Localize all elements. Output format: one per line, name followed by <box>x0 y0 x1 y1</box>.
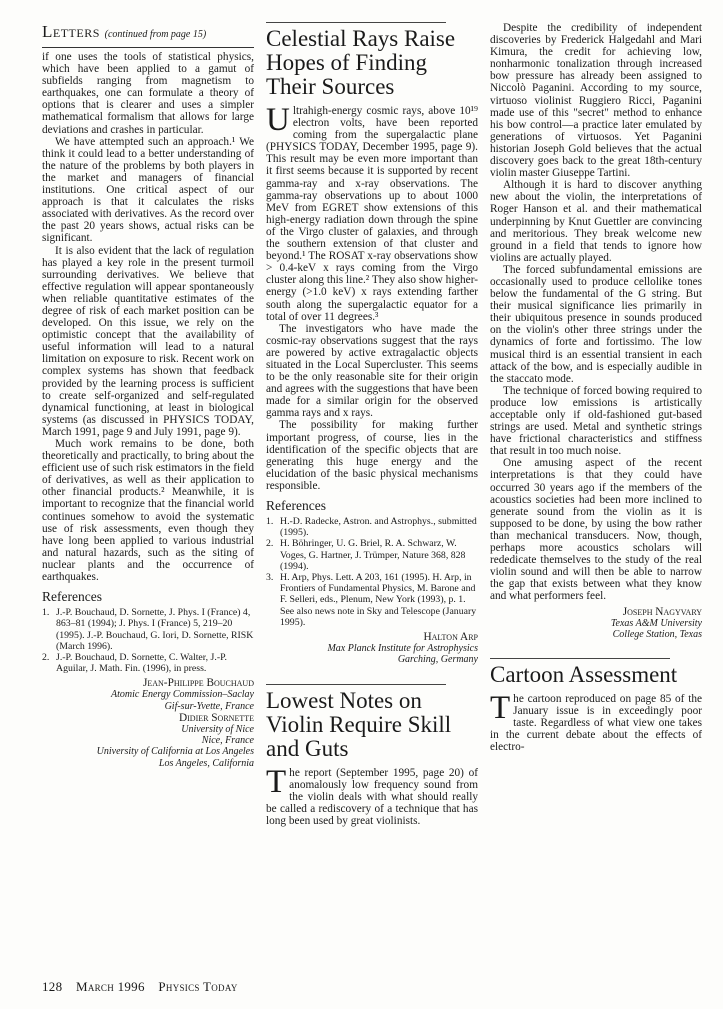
column-middle <box>266 22 478 827</box>
section-rule <box>266 684 446 685</box>
author-name: Didier Sornette <box>178 711 254 724</box>
signature <box>266 631 478 666</box>
author-name: Jean-Philippe Bouchaud <box>142 677 254 690</box>
author-affiliation: Nice, France <box>201 735 254 747</box>
violin-body <box>490 22 702 603</box>
paragraph: We have attempted such an approach.¹ We think it could lead to a better understanding of the nature of the problems by both players in the market and managers of financial institutions. One critical aspect of our approach is that it calculates the risks associated with derivatives. As the record over the past 20 years shows, actual risks can be significant. <box>42 135 254 245</box>
references-heading: References <box>42 589 102 605</box>
references-heading: References <box>266 498 326 513</box>
paragraph: Although it is hard to discover anything new about the violin, the interpretations of Roger Hanson et al. and their mathematical underpinning by Knut Guettler are convincing and meritorious. They break welcome new ground in a field that tends to ignore how violins are actually played. <box>490 179 702 264</box>
signature <box>42 677 254 768</box>
reference-text: J.-P. Bouchaud, D. Sornette, J. Phys. I (France) 4, 863–81 (1994); J. Phys. I (France) 5, 219–20 (1995). J.-P. Bouchaud, G. Iori, D. Sornette, RISK (March 1996). <box>56 607 254 652</box>
reference-item <box>42 652 254 674</box>
section-heading <box>42 22 254 45</box>
cartoon-body <box>490 690 702 754</box>
article-title: Lowest Notes on Violin Require Skill and Guts <box>266 687 452 761</box>
reference-text: H.-D. Radecke, Astron. and Astrophys., submitted (1995). <box>280 516 477 539</box>
author-affiliation: University of California at Los Angeles <box>96 746 254 758</box>
paragraph: he cartoon reproduced on page 85 of the January issue is in exceedingly poor taste. Regardless of what view one takes in the current debate about the effects of electro- <box>490 693 702 754</box>
author-affiliation: Atomic Energy Commission–Saclay <box>111 689 254 701</box>
author-name: Halton Arp <box>423 631 478 644</box>
author-affiliation: Garching, Germany <box>397 654 478 666</box>
reference-text: H. Arp, Phys. Lett. A 203, 161 (1995). H. Arp, in Frontiers of Fundamental Physics, M. Barone and F. Selleri, eds., Plenum, New York (1993), p. 1. See also news note in Sky and Telescope (January 1995). <box>280 572 477 628</box>
column-right <box>490 22 702 753</box>
section-rule <box>490 658 670 659</box>
heading-rule <box>42 47 254 48</box>
references-list <box>42 607 254 674</box>
column-letters <box>42 22 254 769</box>
article-title: Celestial Rays Raise Hopes of Finding Their Sources <box>266 26 456 99</box>
drop-cap: T <box>266 763 287 800</box>
paragraph: It is also evident that the lack of regulation has played a key role in the present turmoil surrounding derivatives. We believe that effective regulation will appear spontaneously when reliable quantitative estimates of the degree of risk of each market position can be developed. On this issue, we rely on the optimistic concept that the availability of useful information will lead to a natural limitation on exposure to risk. Recent work on complex systems has shown that feedback provided by the learning process is sufficient to create self-organized and self-regulated dynamical functioning, at least in biological systems (as discussed in PHYSICS TODAY, March 1991, page 9 and July 1991, page 9). <box>42 244 254 438</box>
author-affiliation: Gif-sur-Yvette, France <box>164 700 254 712</box>
paragraph: Much work remains to be done, both theoretically and practically, to bring about the efficient use of such risk estimators in the field of derivatives, as well as their application to other financial products.² Meanwhile, it is important to recognize that the financial world continues somehow to avoid the systematic use of risk assessments, even though they have long been applied to various industrial and natural hazards, such as the siting of nuclear plants and the occurrence of earthquakes. <box>42 438 254 584</box>
reference-text: H. Böhringer, U. G. Briel, R. A. Schwarz, W. Voges, G. Hartner, J. Trümper, Nature 368, 828 (1994). <box>280 538 466 572</box>
author-affiliation: Texas A&M University <box>610 617 702 629</box>
reference-item <box>42 607 254 652</box>
reference-item <box>266 538 478 572</box>
paragraph: The investigators who have made the cosmic-ray observations suggest that the rays are powered by active extragalactic objects situated in the Local Supercluster. This seems to be the only reasonable site for their origin and agrees with the suggestions that have been made for a similar origin for the observed gamma rays and x rays. <box>266 322 478 420</box>
page-footer <box>42 979 248 995</box>
author-affiliation: University of Nice <box>181 723 254 735</box>
author-affiliation: Los Angeles, California <box>158 757 254 769</box>
paragraph: The forced subfundamental emissions are occasionally used to produce cellolike tones below the fundamental of the G string. But their musical significance lies primarily in their ubiquitous presence in sounds produced on the violin's other three strings under the dynamics of forte and fortissimo. The low musical third is an essential transient in each attack of the bow, and is especially audible in the staccato mode. <box>490 263 702 385</box>
letters-heading: Letters <box>42 22 100 41</box>
reference-number: 2. <box>42 651 50 663</box>
paragraph: if one uses the tools of statistical physics, which have been applied to a gamut of subfields ranging from magnetism to earthquakes, one can formulate a theory of options that is clearer and uses a simpler mathematical formalism that allows for large deviations and crashes in particular. <box>42 51 254 136</box>
paragraph: Despite the credibility of independent discoveries by Frederick Halgedahl and Mari Kimura, the credit for achieving low, nonharmonic tonalization through increased bow pressure has already been assigned to Niccolò Paganini. According to my source, virtuoso violinist Ruggiero Ricci, Paganini made use of this "secret" method to enhance his bow control—a practice later emulated by generations of virtuosos. Yet Paganini historian Joseph Gold believes that the actual discovery goes back to the great 18th-century violin master Giuseppe Tartini. <box>490 22 702 180</box>
paragraph: The possibility for making further important progress, of course, lies in the identification of the specific objects that are generating this huge energy and the elucidation of the basic physical mechanisms responsible. <box>266 419 478 492</box>
magazine-name: Physics Today <box>158 979 238 994</box>
paragraph: The technique of forced bowing required to produce low emissions is artistically acceptable only if old-fashioned gut-based strings are used. Metal and synthetic strings have frictional characteristics and stiffness that result in too much noise. <box>490 384 702 458</box>
continued-note: (continued from page 15) <box>104 29 207 40</box>
paragraph: he report (September 1995, page 20) of anomalously low frequency sound from the violin deals with what should really be called a rediscovery of a technique that has long been used by great violinists. <box>266 766 478 827</box>
reference-number: 1. <box>42 607 50 619</box>
issue-date: March 1996 <box>75 979 145 994</box>
reference-number: 2. <box>266 538 274 550</box>
reference-number: 3. <box>266 572 274 584</box>
page-number: 128 <box>42 979 63 994</box>
violin-intro <box>266 763 478 827</box>
author-affiliation: Max Planck Institute for Astrophysics <box>327 643 478 655</box>
reference-item <box>266 516 478 538</box>
celestial-body <box>266 102 478 492</box>
letters-body <box>42 51 254 583</box>
paragraph: One amusing aspect of the recent interpretations is that they could have occurred 30 years ago if the members of the acoustics societies had been more inclined to generate sound from the violin as it is supposed to be done, by using the bow rather than mechanical transducers. Now, though, perhaps more acoustics scholars will rededicate themselves to the study of the real violin sound and will then be able to narrow the gap that exists between what they know and what performers feel. <box>490 457 702 603</box>
reference-number: 1. <box>266 516 274 527</box>
section-rule <box>266 22 446 23</box>
drop-cap: T <box>490 690 511 726</box>
author-affiliation: College Station, Texas <box>612 628 702 640</box>
signature <box>490 606 702 641</box>
article-title: Cartoon Assessment <box>490 662 678 687</box>
reference-text: J.-P. Bouchaud, D. Sornette, C. Walter, J.-P. Aguilar, J. Math. Fin. (1996), in press. <box>56 651 227 675</box>
author-name: Joseph Nagyvary <box>622 605 702 618</box>
paragraph: ltrahigh-energy cosmic rays, above 10¹⁹ electron volts, have been reported coming from the supergalactic plane (PHYSICS TODAY, December 1995, page 9). This result may be even more important than it first seems because it is supported by recent gamma-ray and x-ray observations. The gamma-ray observations up to about 1000 MeV from EGRET show extensions of this high-energy radiation down through the spine of the Virgo cluster of galaxies, and through the southern extension of that cluster and beyond.¹ The ROSAT x-ray observations show > 0.4-keV x rays coming from the Virgo cluster along this line.² They also show higher-energy (>1.0 keV) x rays extending farther south along the supergalactic equator for a total of over 11 degrees.³ <box>266 105 478 323</box>
drop-cap: U <box>266 102 290 138</box>
reference-item <box>266 572 478 628</box>
references-list <box>266 516 478 628</box>
